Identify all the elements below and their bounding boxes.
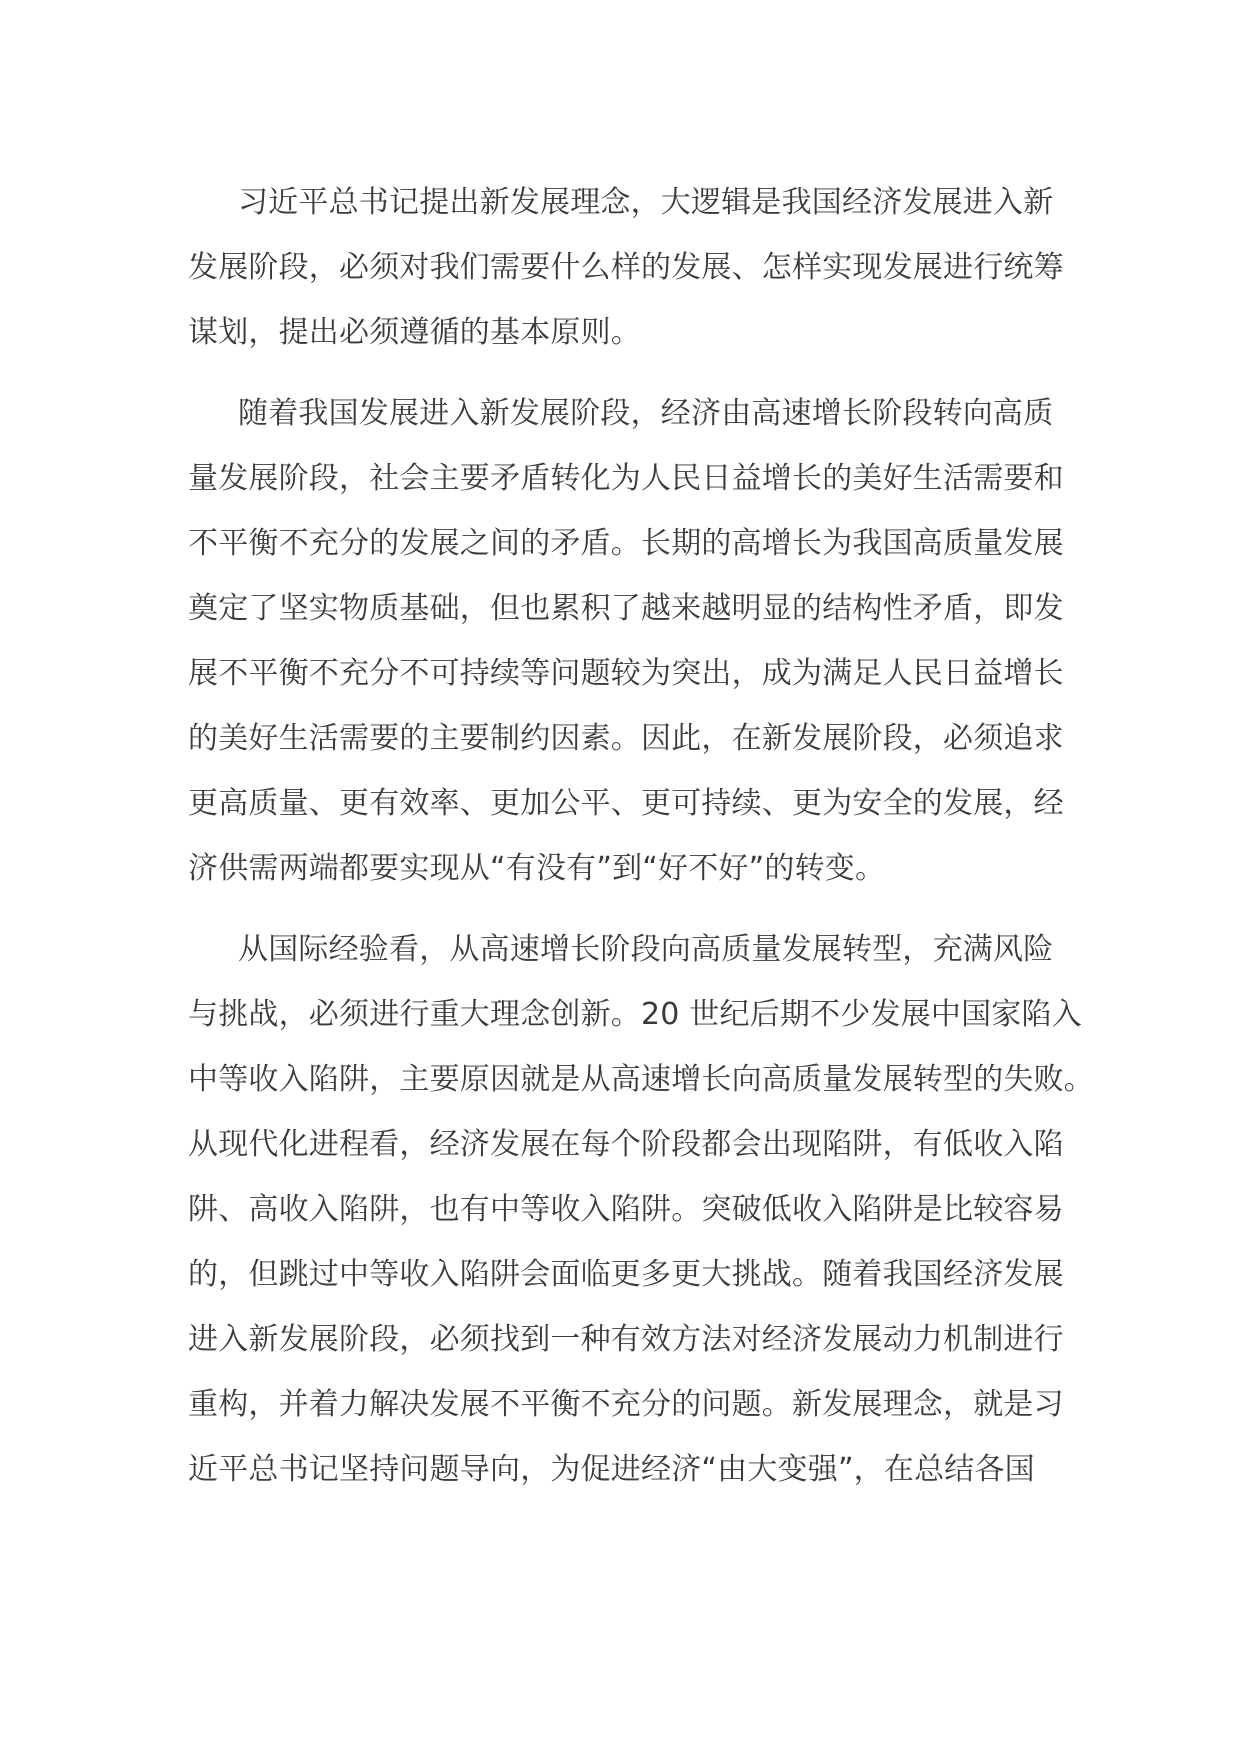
text-line: 阱、高收入陷阱，也有中等收入陷阱。突破低收入陷阱是比较容易 <box>188 1192 1064 1227</box>
text-line: 与挑战，必须进行重大理念创新。20 世纪后期不少发展中国家陷入 <box>188 997 1082 1032</box>
text-line: 展不平衡不充分不可持续等问题较为突出，成为满足人民日益增长 <box>188 656 1064 691</box>
text-line: 发展阶段，必须对我们需要什么样的发展、怎样实现发展进行统筹 <box>188 250 1064 285</box>
text-line: 习近平总书记提出新发展理念，大逻辑是我国经济发展进入新 <box>238 185 1054 220</box>
text-line: 重构，并着力解决发展不平衡不充分的问题。新发展理念，就是习 <box>188 1387 1064 1422</box>
text-line: 中等收入陷阱，主要原因就是从高速增长向高质量发展转型的失败。 <box>188 1062 1094 1097</box>
paragraph-2 <box>188 381 1068 901</box>
text-line: 的美好生活需要的主要制约因素。因此，在新发展阶段，必须追求 <box>188 721 1064 756</box>
paragraph-3 <box>188 917 1094 1502</box>
text-line: 进入新发展阶段，必须找到一种有效方法对经济发展动力机制进行 <box>188 1322 1064 1357</box>
text-line: 量发展阶段，社会主要矛盾转化为人民日益增长的美好生活需要和 <box>188 461 1064 496</box>
text-line: 更高质量、更有效率、更加公平、更可持续、更为安全的发展，经 <box>188 786 1064 821</box>
text-line: 从国际经验看，从高速增长阶段向高质量发展转型，充满风险 <box>238 932 1054 967</box>
text-line: 奠定了坚实物质基础，但也累积了越来越明显的结构性矛盾，即发 <box>188 591 1064 626</box>
text-line: 近平总书记坚持问题导向，为促进经济“由大变强”，在总结各国 <box>188 1452 1035 1487</box>
text-line: 谋划，提出必须遵循的基本原则。 <box>188 315 641 350</box>
text-line: 从现代化进程看，经济发展在每个阶段都会出现陷阱，有低收入陷 <box>188 1127 1064 1162</box>
paragraph-1 <box>188 170 1068 365</box>
text-line: 随着我国发展进入新发展阶段，经济由高速增长阶段转向高质 <box>238 396 1054 431</box>
document-body <box>188 170 1094 1518</box>
text-line: 的，但跳过中等收入陷阱会面临更多更大挑战。随着我国经济发展 <box>188 1257 1064 1292</box>
text-line: 不平衡不充分的发展之间的矛盾。长期的高增长为我国高质量发展 <box>188 526 1064 561</box>
text-line: 济供需两端都要实现从“有没有”到“好不好”的转变。 <box>188 851 886 886</box>
